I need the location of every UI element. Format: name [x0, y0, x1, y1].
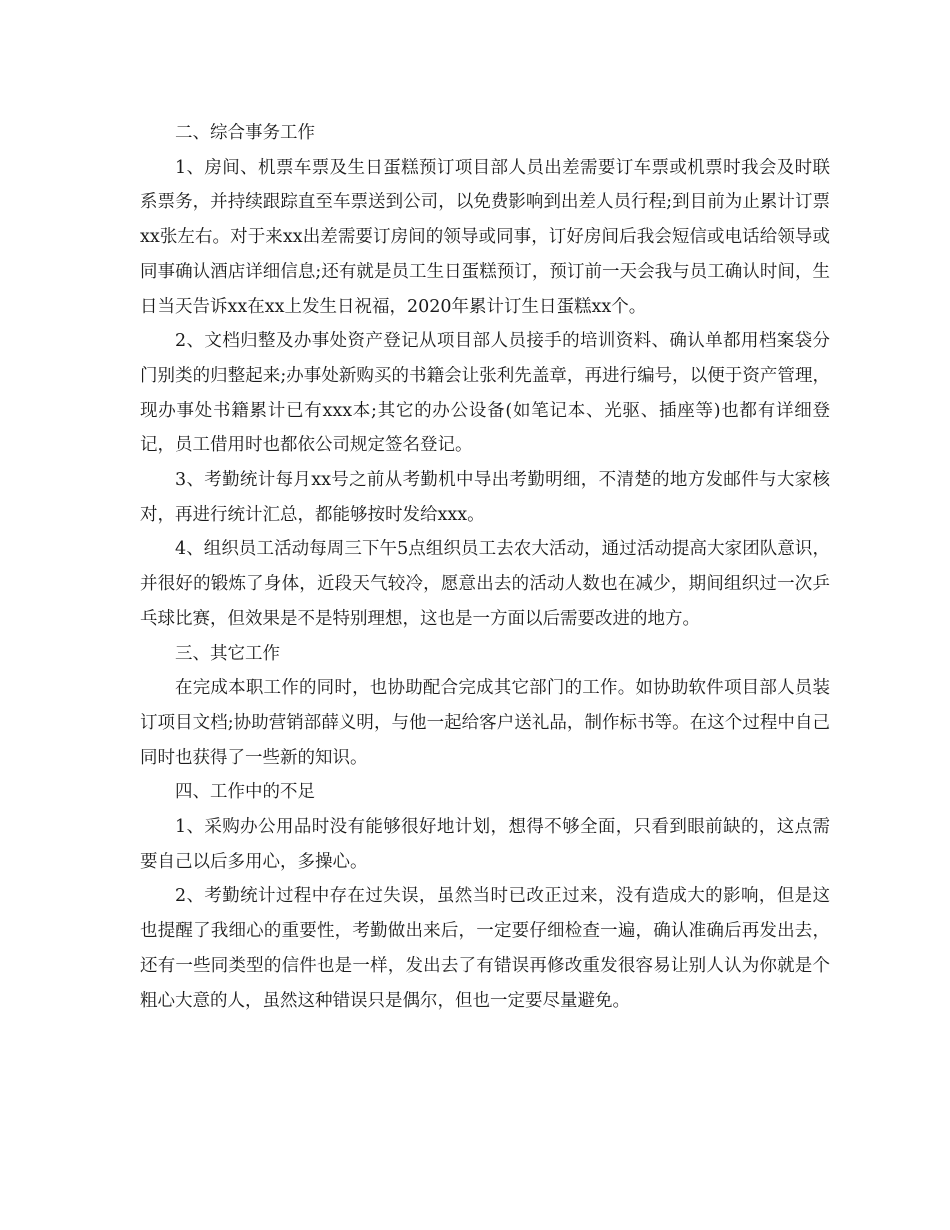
paragraph-activities: 4、组织员工活动每周三下午5点组织员工去农大活动，通过活动提高大家团队意识，并很好的锻炼了身体，近段天气较冷，愿意出去的活动人数也在减少，期间组织过一次乒乓球比赛，但效果是不是特别理想，这也是一方面以后需要改进的地方。 [140, 539, 830, 629]
paragraph-shortcoming-attendance: 2、考勤统计过程中存在过失误，虽然当时已改正过来，没有造成大的影响，但是这也提醒了我细心的重要性，考勤做出来后，一定要仔细检查一遍，确认准确后再发出去，还有一些同类型的信件也是一样，发出去了有错误再修改重发很容易让别人认为你就是个粗心大意的人，虽然这种错误只是偶尔，但也一定要尽量避免。 [140, 886, 830, 1011]
document-body [140, 116, 830, 1018]
paragraph-shortcoming-purchasing: 1、采购办公用品时没有能够很好地计划，想得不够全面，只看到眼前缺的，这点需要自己以后多用心，多操心。 [140, 817, 830, 872]
paragraph-archiving: 2、文档归整及办事处资产登记从项目部人员接手的培训资料、确认单都用档案袋分门别类的归整起来;办事处新购买的书籍会让张利先盖章，再进行编号，以便于资产管理，现办事处书籍累计已有xxx本;其它的办公设备(如笔记本、光驱、插座等)也都有详细登记，员工借用时也都依公司规定签名登记。 [140, 331, 830, 456]
section-heading-shortcomings: 四、工作中的不足 [175, 782, 315, 803]
paragraph-attendance: 3、考勤统计每月xx号之前从考勤机中导出考勤明细，不清楚的地方发邮件与大家核对，再进行统计汇总，都能够按时发给xxx。 [140, 470, 830, 525]
paragraph-other-work: 在完成本职工作的同时，也协助配合完成其它部门的工作。如协助软件项目部人员装订项目文档;协助营销部薛义明，与他一起给客户送礼品，制作标书等。在这个过程中自己同时也获得了一些新的知识。 [140, 678, 830, 768]
section-heading-other-work: 三、其它工作 [175, 643, 280, 664]
section-heading-general-affairs: 二、综合事务工作 [175, 123, 315, 143]
paragraph-booking: 1、房间、机票车票及生日蛋糕预订项目部人员出差需要订车票或机票时我会及时联系票务，并持续跟踪直至车票送到公司，以免费影响到出差人员行程;到目前为止累计订票xx张左右。对于来xx出差需要订房间的领导或同事，订好房间后我会短信或电话给领导或同事确认酒店详细信息;还有就是员工生日蛋糕预订，预订前一天会我与员工确认时间，生日当天告诉xx在xx上发生日祝福，2020年累计订生日蛋糕xx个。 [140, 157, 830, 317]
